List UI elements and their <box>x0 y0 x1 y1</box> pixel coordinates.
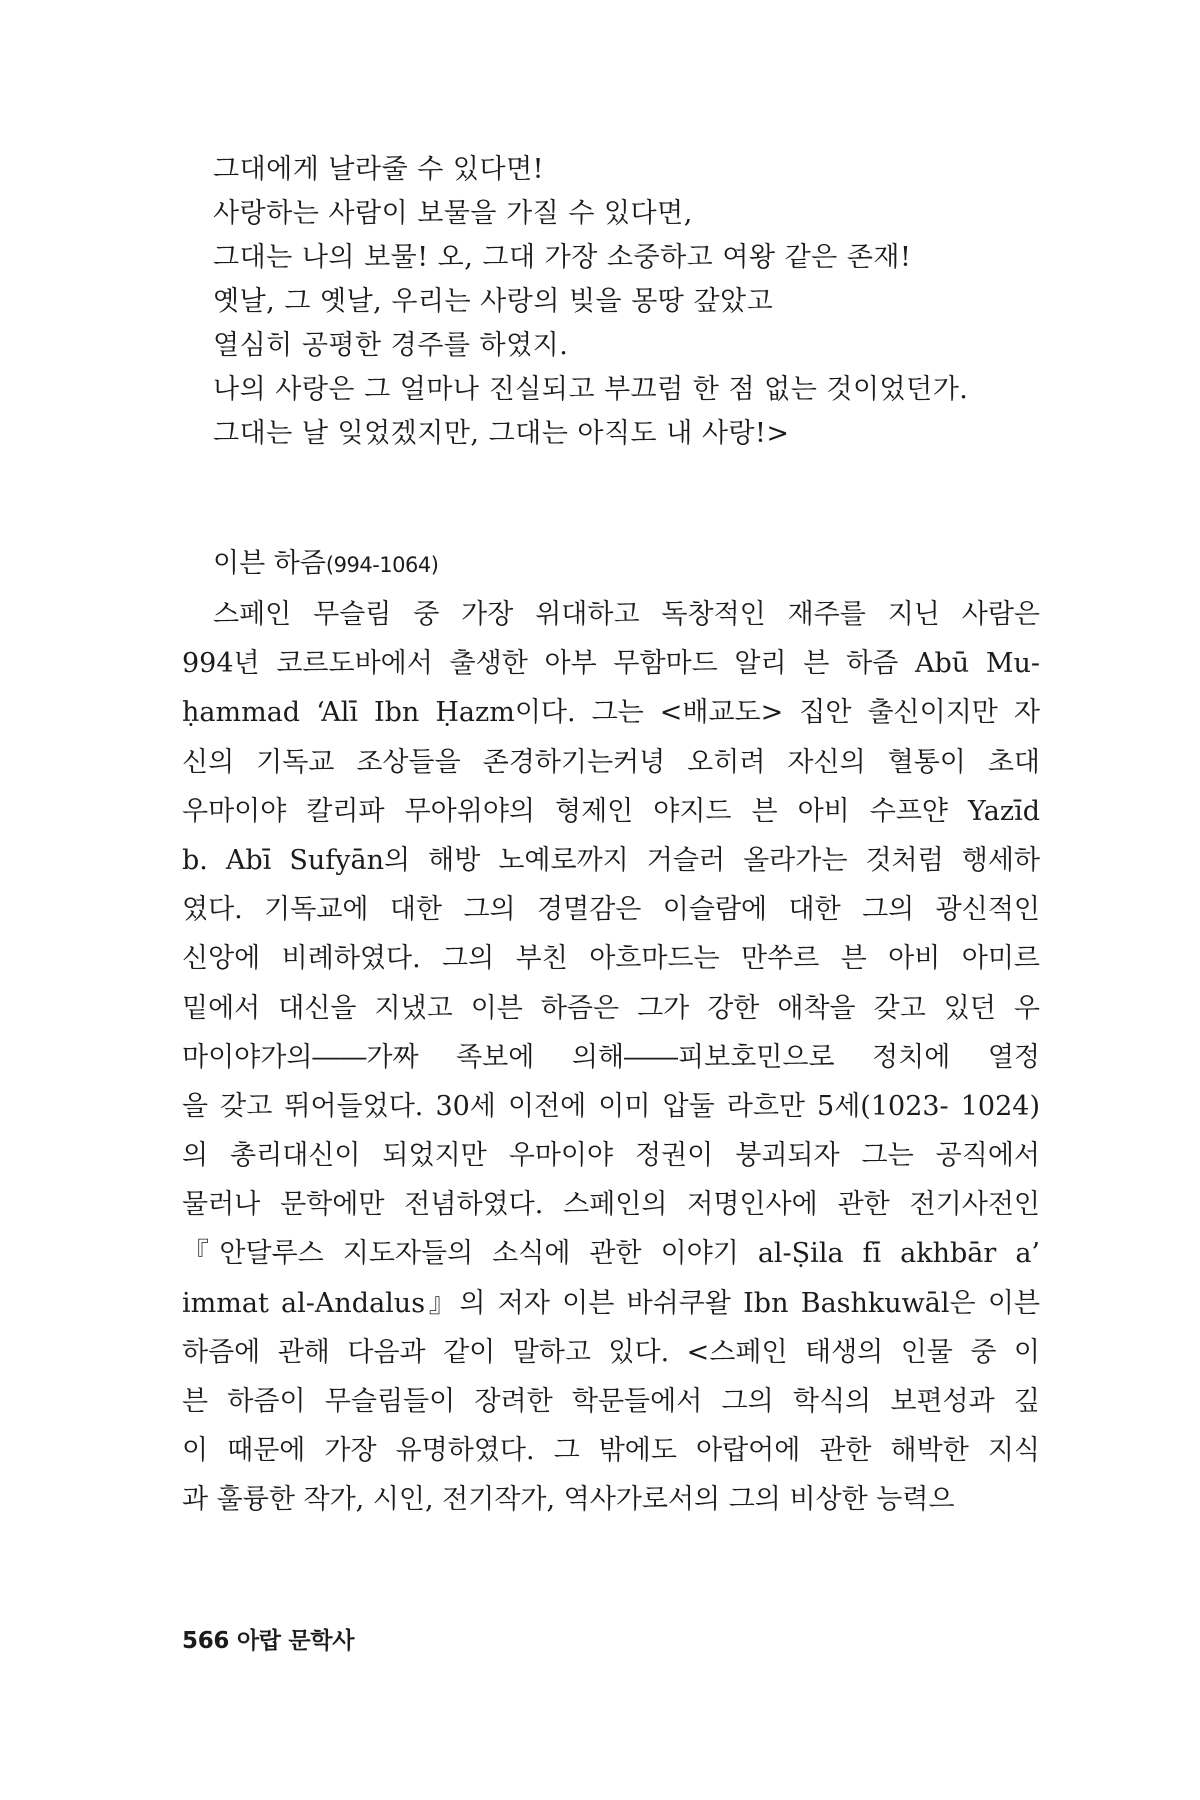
body-paragraph <box>182 590 1040 1525</box>
poem-line: 옛날, 그 옛날, 우리는 사랑의 빚을 몽땅 갚았고 <box>213 286 774 317</box>
poem-line: 사랑하는 사람이 보물을 가질 수 있다면, <box>213 198 693 229</box>
body-line: 994년 코르도바에서 출생한 아부 무함마드 알리 븐 하즘 Abū Mu- <box>182 648 1040 680</box>
section-heading-years: (994-1064) <box>325 553 439 577</box>
body-line: ḥammad ‘Alī Ibn Ḥazm이다. 그는 <배교도> 집안 출신이지만 자 <box>182 697 1040 729</box>
body-line: 을 갖고 뛰어들었다. 30세 이전에 이미 압둘 라흐만 5세(1023- 1024) <box>182 1090 1040 1122</box>
section-heading <box>213 544 438 585</box>
page-number: 566 <box>182 1628 230 1654</box>
section-heading-name: 이븐 하즘 <box>213 548 326 579</box>
body-line: 였다. 기독교에 대한 그의 경멸감은 이슬람에 대한 그의 광신적인 <box>182 894 1040 926</box>
body-line: 이 때문에 가장 유명하였다. 그 밖에도 아랍어에 관한 해박한 지식 <box>182 1435 1040 1467</box>
running-title: 아랍 문학사 <box>236 1628 355 1654</box>
body-line: 신의 기독교 조상들을 존경하기는커녕 오히려 자신의 혈통이 초대 <box>182 746 1040 778</box>
poem-line: 그대는 날 잊었겠지만, 그대는 아직도 내 사랑!> <box>213 418 790 449</box>
body-line: 밑에서 대신을 지냈고 이븐 하즘은 그가 강한 애착을 갖고 있던 우 <box>182 992 1040 1024</box>
page-footer <box>182 1622 354 1655</box>
body-line: 물러나 문학에만 전념하였다. 스페인의 저명인사에 관한 전기사전인 <box>182 1189 1040 1221</box>
body-line: 의 총리대신이 되었지만 우마이야 정권이 붕괴되자 그는 공직에서 <box>182 1140 1040 1172</box>
body-line: 스페인 무슬림 중 가장 위대하고 독창적인 재주를 지닌 사람은 <box>213 599 1040 630</box>
body-line: 마이야가의――가짜 족보에 의해――피보호민으로 정치에 열정 <box>182 1041 1040 1073</box>
poem-excerpt <box>213 148 1113 456</box>
body-line: 븐 하즘이 무슬림들이 장려한 학문들에서 그의 학식의 보편성과 깊 <box>182 1386 1040 1417</box>
poem-line: 그대에게 날라줄 수 있다면! <box>213 154 544 185</box>
body-line: 우마이야 칼리파 무아위야의 형제인 야지드 븐 아비 수프얀 Yazīd <box>182 795 1040 827</box>
body-line: 『안달루스 지도자들의 소식에 관한 이야기 al-Ṣila fī akhbār a’ <box>182 1238 1040 1270</box>
body-line: b. Abī Sufyān의 해방 노예로까지 거슬러 올라가는 것처럼 행세하 <box>182 844 1040 876</box>
body-line: immat al-Andalus』의 저자 이븐 바쉬쿠왈 Ibn Bashkuwāl은 이븐 <box>182 1287 1040 1319</box>
poem-line: 그대는 나의 보물! 오, 그대 가장 소중하고 여왕 같은 존재! <box>213 242 912 273</box>
body-line: 과 훌륭한 작가, 시인, 전기작가, 역사가로서의 그의 비상한 능력으 <box>182 1484 955 1516</box>
poem-line: 나의 사랑은 그 얼마나 진실되고 부끄럼 한 점 없는 것이었던가. <box>213 374 969 405</box>
body-line: 신앙에 비례하였다. 그의 부친 아흐마드는 만쑤르 븐 아비 아미르 <box>182 943 1040 975</box>
poem-line: 열심히 공평한 경주를 하였지. <box>213 330 569 361</box>
body-line: 하즘에 관해 다음과 같이 말하고 있다. <스페인 태생의 인물 중 이 <box>182 1336 1040 1368</box>
